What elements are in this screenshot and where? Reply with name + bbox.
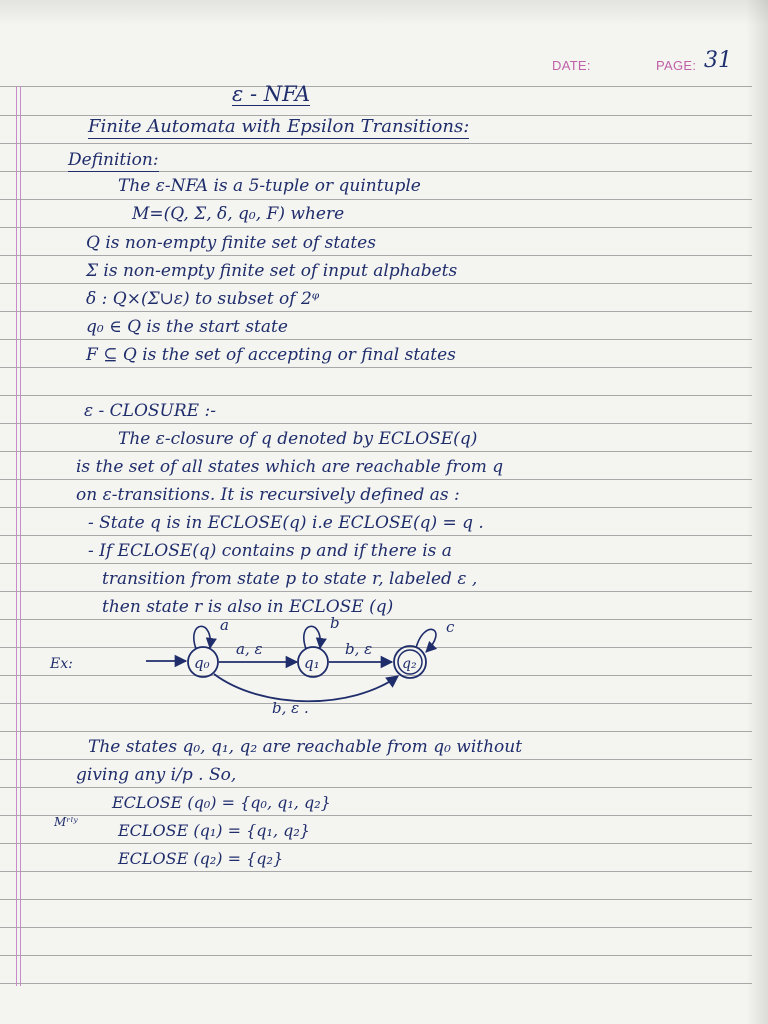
definition-line: Q is non-empty finite set of states (86, 233, 376, 253)
self-loop-q0-label: a (220, 616, 229, 634)
closure-label: ε - CLOSURE :- (84, 401, 216, 421)
definition-line: M=(Q, Σ, δ, q₀, F) where (132, 204, 345, 224)
eclose-q0: ECLOSE (q₀) = {q₀, q₁, q₂} (112, 793, 331, 812)
state-q1-label: q₁ (304, 654, 320, 672)
definition-line: δ : Q×(Σ∪ε) to subset of 2ᵠ (86, 289, 320, 309)
eclose-q2: ECLOSE (q₂) = {q₂} (118, 849, 284, 868)
state-q2-label: q₂ (402, 656, 417, 672)
closure-line: on ε-transitions. It is recursively defined as : (76, 485, 460, 505)
self-loop-q2-label: c (446, 618, 455, 636)
section-heading: Finite Automata with Epsilon Transitions: (88, 116, 470, 137)
edge-q0-q1-label: a, ε (236, 640, 263, 658)
definition-line: Σ is non-empty finite set of input alphabets (86, 261, 458, 281)
conclusion-line: giving any i/p . So, (76, 765, 237, 785)
margin-note: Mʳˡʸ (54, 815, 78, 829)
self-loop-q1-label: b (330, 614, 340, 632)
closure-line: - If ECLOSE(q) contains p and if there is a (88, 541, 452, 561)
closure-line: - State q is in ECLOSE(q) i.e ECLOSE(q) = q . (88, 513, 484, 533)
page-title: ε - NFA (232, 82, 311, 106)
conclusion-line: The states q₀, q₁, q₂ are reachable from q₀ without (88, 737, 523, 757)
edge-q1-q2-label: b, ε (345, 640, 373, 658)
definition-line: q₀ ∈ Q is the start state (86, 317, 288, 337)
edge-q0-q2 (214, 674, 398, 701)
self-loop-q0 (194, 626, 211, 649)
self-loop-q1 (304, 626, 321, 649)
example-label: Ex: (50, 656, 73, 672)
definition-label: Definition: (68, 150, 159, 170)
definition-line: The ε-NFA is a 5-tuple or quintuple (118, 176, 421, 196)
state-q0-label: q₀ (194, 654, 210, 672)
closure-line: transition from state p to state r, labeled ε , (102, 569, 478, 589)
closure-line: then state r is also in ECLOSE (q) (102, 597, 394, 617)
closure-line: The ε-closure of q denoted by ECLOSE(q) (118, 429, 478, 449)
page-label: PAGE: (656, 58, 697, 73)
eclose-q1: ECLOSE (q₁) = {q₁, q₂} (118, 821, 310, 840)
definition-line: F ⊆ Q is the set of accepting or final states (86, 345, 456, 365)
edge-q0-q2-label: b, ε . (272, 699, 309, 717)
closure-line: is the set of all states which are reachable from q (76, 457, 504, 477)
date-label: DATE: (552, 58, 591, 73)
page-number: 31 (704, 48, 732, 73)
